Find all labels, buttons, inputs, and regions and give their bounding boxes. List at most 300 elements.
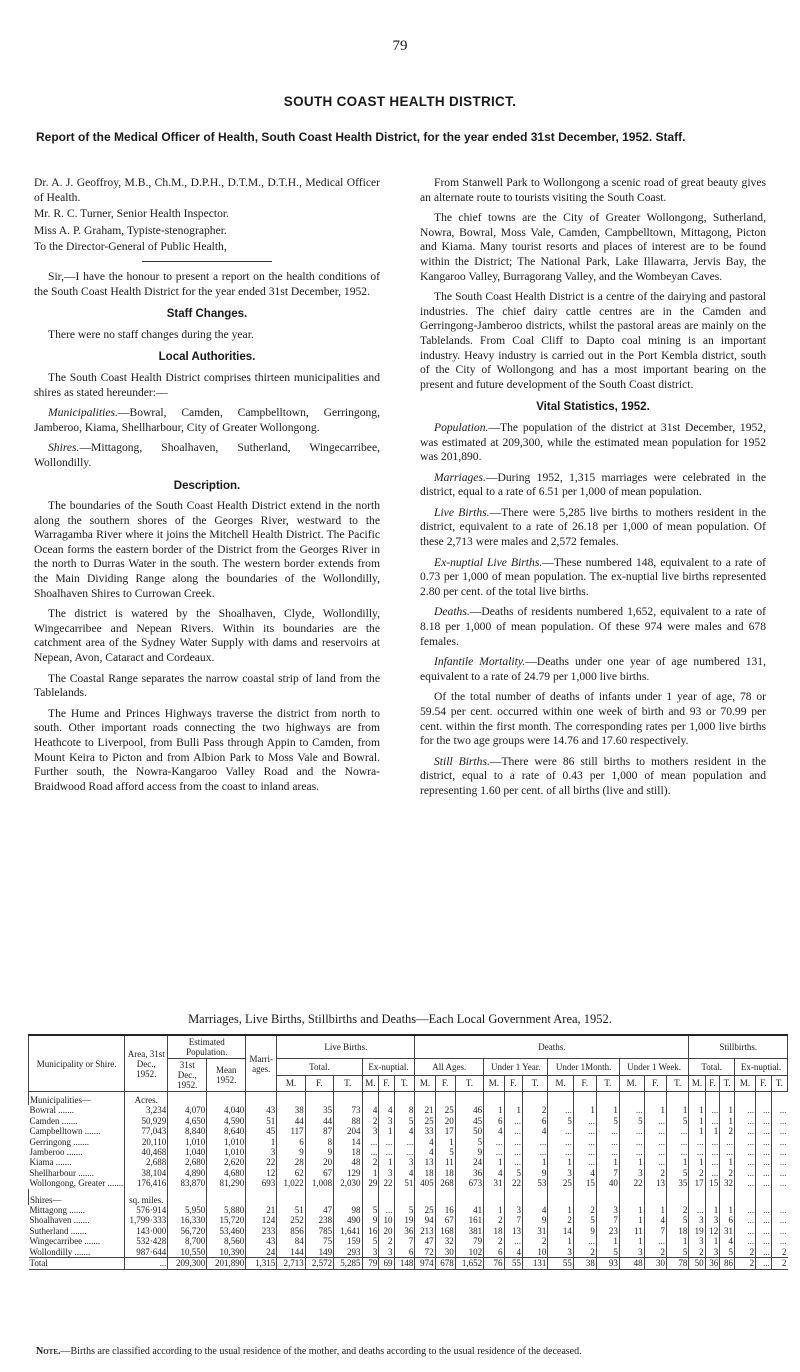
table-cell: 1 <box>705 1126 720 1136</box>
area-name: Mittagong ....... <box>29 1205 85 1216</box>
table-cell: 2 <box>644 1247 666 1258</box>
table-cell: 35 <box>305 1105 333 1115</box>
table-cell: 75 <box>305 1236 333 1246</box>
statistics-table <box>28 1034 788 1270</box>
table-cell: 51 <box>246 1116 277 1126</box>
table-cell: 31 <box>484 1178 504 1188</box>
table-cell: ... <box>667 1137 689 1147</box>
table-cell: 73 <box>334 1105 362 1115</box>
table-cell: 2,680 <box>168 1157 207 1167</box>
description-paragraph: The Coastal Range separates the narrow coastal strip of land from the Tablelands. <box>34 671 380 700</box>
table-row <box>29 1178 788 1188</box>
table-cell: 1 <box>548 1205 573 1215</box>
local-authorities-heading: Local Authorities. <box>158 351 256 364</box>
table-cell: 5 <box>667 1116 689 1126</box>
table-cell: 35 <box>667 1178 689 1188</box>
table-cell: 1 <box>720 1105 735 1115</box>
table-cell: ... <box>689 1137 705 1147</box>
col-t: T. <box>334 1075 362 1092</box>
municipalities-list: Municipalities.—Bowral, Camden, Campbelltown, Gerringong, Jamberoo, Kiama, Shellharbour, City of Greater Wollongong. <box>34 406 380 434</box>
col-t: T. <box>522 1075 547 1092</box>
table-cell: ... <box>756 1215 772 1225</box>
col-f: F. <box>756 1075 772 1092</box>
group-label: Municipalities— <box>29 1092 125 1106</box>
table-cell: ... <box>619 1147 644 1157</box>
table-cell: 1 <box>484 1157 504 1167</box>
table-cell: 9 <box>522 1168 547 1178</box>
table-cell: 1 <box>596 1236 619 1246</box>
table-cell: ... <box>771 1105 787 1115</box>
table-cell: 25 <box>548 1178 573 1188</box>
table-cell: ... <box>705 1116 720 1126</box>
table-cell: 16 <box>362 1226 379 1236</box>
table-cell: 21 <box>246 1205 277 1215</box>
table-cell: 50 <box>689 1258 705 1269</box>
table-cell: 4,680 <box>207 1168 246 1178</box>
table-cell: 2 <box>548 1215 573 1225</box>
table-cell: ... <box>771 1137 787 1147</box>
table-cell: 252 <box>277 1215 305 1225</box>
table-cell: 1 <box>667 1236 689 1246</box>
table-cell: 2 <box>573 1247 596 1258</box>
table-cell: 204 <box>334 1126 362 1136</box>
col-deaths: Deaths. <box>415 1035 689 1059</box>
table-cell: ... <box>644 1126 666 1136</box>
table-cell: 81,290 <box>207 1178 246 1188</box>
table-cell: 55 <box>548 1258 573 1269</box>
table-cell: 12 <box>246 1168 277 1178</box>
table-cell: 30 <box>435 1247 455 1258</box>
table-cell: 7 <box>596 1215 619 1225</box>
table-cell: 93 <box>596 1258 619 1269</box>
col-m: M. <box>689 1075 705 1092</box>
table-cell: 233 <box>246 1226 277 1236</box>
table-row <box>29 1205 788 1215</box>
table-cell: 43 <box>246 1236 277 1246</box>
col-area: Area, 31st Dec., 1952. <box>125 1035 168 1092</box>
table-cell: 2 <box>771 1258 787 1269</box>
table-cell: 45 <box>246 1126 277 1136</box>
table-row <box>29 1147 788 1157</box>
table-cell: 28 <box>277 1157 305 1167</box>
table-cell: ... <box>756 1236 772 1246</box>
table-cell: 3 <box>362 1126 379 1136</box>
col-lb-exnuptial: Ex-nuptial. <box>362 1059 415 1076</box>
table-cell: 9 <box>305 1147 333 1157</box>
table-cell: 23 <box>596 1226 619 1236</box>
table-cell: ... <box>734 1226 755 1236</box>
table-cell: 673 <box>455 1178 483 1188</box>
col-stillbirths: Stillbirths. <box>689 1035 788 1059</box>
table-cell: 8,560 <box>207 1236 246 1246</box>
table-cell: 25 <box>415 1116 435 1126</box>
table-cell: 2,688 <box>125 1157 168 1167</box>
table-cell: ... <box>734 1157 755 1167</box>
vital-paragraph: Population.—The population of the district at 31st December, 1952, was estimated at 209,300, while the estimated mean population for 1952 was 201,890. <box>420 420 766 464</box>
table-cell: 3 <box>705 1247 720 1258</box>
table-cell: 2 <box>689 1247 705 1258</box>
footnote: Note.—Births are classified according to the usual residence of the mother, and deaths according to the usual residence of the deceased. <box>36 1346 582 1357</box>
description-paragraph: The boundaries of the South Coast Health District extend in the north along the southern shores of the Georges River, westward to the Warragamba River where it joins the Mitchell Health District. The Pacific Ocean forms the eastern border of the District from the Georges River in the north to Durras Water in the south. The western border extends from the Main Dividing Range along the boundaries of the Wollondilly, Shoalhaven Shires to Currowan Creek. <box>34 499 380 600</box>
left-column <box>34 176 380 800</box>
table-cell: 8 <box>305 1137 333 1147</box>
table-cell: 11 <box>435 1157 455 1167</box>
table-cell: ... <box>362 1147 379 1157</box>
table-cell: 79 <box>362 1258 379 1269</box>
table-cell: 4 <box>484 1126 504 1136</box>
table-cell: ... <box>522 1137 547 1147</box>
table-cell: 36 <box>394 1226 415 1236</box>
area-name: Sutherland ....... <box>29 1225 87 1236</box>
table-cell: 4 <box>573 1168 596 1178</box>
col-f: F. <box>705 1075 720 1092</box>
vital-paragraph: Still Births.—There were 86 still births to mothers resident in the district, equal to a rate of 0.43 per 1,000 of mean population and representing 1.60 per cent. of all births (live and still). <box>420 754 766 797</box>
table-cell: ... <box>596 1126 619 1136</box>
table-cell: 3 <box>705 1215 720 1225</box>
table-cell: 1 <box>379 1126 394 1136</box>
table-cell: 1 <box>573 1105 596 1115</box>
table-cell: 5 <box>596 1247 619 1258</box>
table-cell: 48 <box>619 1258 644 1269</box>
table-cell: 4 <box>379 1105 394 1115</box>
table-cell: 1 <box>705 1236 720 1246</box>
table-cell: 10 <box>522 1247 547 1258</box>
table-cell: 2,713 <box>277 1258 305 1269</box>
table-cell: 4 <box>394 1168 415 1178</box>
table-cell: 5,285 <box>334 1258 362 1269</box>
table-cell: 13 <box>644 1178 666 1188</box>
table-cell: 8 <box>394 1105 415 1115</box>
area-name: Kiama ....... <box>29 1157 72 1168</box>
table-cell: 5,880 <box>207 1205 246 1215</box>
table-cell: ... <box>573 1137 596 1147</box>
table-cell: 86 <box>720 1258 735 1269</box>
group-label: Shires— <box>29 1195 125 1205</box>
table-cell: ... <box>734 1147 755 1157</box>
staff-line: Dr. A. J. Geoffroy, M.B., Ch.M., D.P.H., D.T.M., D.T.H., Medical Officer of Health. <box>34 176 380 204</box>
table-cell: 79 <box>455 1236 483 1246</box>
table-cell: 87 <box>305 1126 333 1136</box>
table-cell: 33 <box>415 1126 435 1136</box>
table-cell: 31 <box>720 1226 735 1236</box>
table-cell: 1 <box>504 1105 522 1115</box>
col-m: M. <box>362 1075 379 1092</box>
table-row <box>29 1126 788 1136</box>
table-cell: ... <box>394 1137 415 1147</box>
table-cell: ... <box>379 1205 394 1215</box>
table-cell: 102 <box>455 1247 483 1258</box>
table-cell: 5 <box>667 1168 689 1178</box>
table-cell: 1 <box>720 1205 735 1215</box>
table-cell: 5 <box>435 1147 455 1157</box>
area-name: Campbelltown ....... <box>29 1126 101 1137</box>
table-cell: 2 <box>362 1116 379 1126</box>
table-cell: 2 <box>734 1247 755 1258</box>
table-cell: 1 <box>644 1105 666 1115</box>
table-cell: ... <box>771 1236 787 1246</box>
table-cell: 2 <box>644 1168 666 1178</box>
table-cell: 4 <box>484 1168 504 1178</box>
description-paragraph: The Hume and Princes Highways traverse the district from north to south. Other important roads connecting the two highways are from Heathcote to Liverpool, from Bulli Pass through Appin to Camden, from Mount Keira to Picton and from Albion Park to Moss Vale and Bowral. Further south, the Nowra-Kangaroo Valley Road and the Nowra-Braidwood Road afford access from the coast to inland areas. <box>34 706 380 793</box>
table-cell: 8,840 <box>168 1126 207 1136</box>
table-cell: 3 <box>548 1247 573 1258</box>
staff-changes-heading: Staff Changes. <box>166 308 248 321</box>
table-cell: 25 <box>435 1105 455 1115</box>
table-cell: 10,550 <box>168 1247 207 1258</box>
table-cell: 381 <box>455 1226 483 1236</box>
col-t: T. <box>596 1075 619 1092</box>
col-f: F. <box>573 1075 596 1092</box>
col-marriages: Marri-ages. <box>246 1035 277 1092</box>
col-sb-exnuptial: Ex-nuptial. <box>734 1059 787 1076</box>
table-cell: 268 <box>435 1178 455 1188</box>
col-m: M. <box>734 1075 755 1092</box>
right-column <box>420 176 766 805</box>
table-cell: 20 <box>435 1116 455 1126</box>
table-cell: ... <box>734 1215 755 1225</box>
col-m: M. <box>415 1075 435 1092</box>
table-cell: 20 <box>379 1226 394 1236</box>
table-cell: ... <box>756 1105 772 1115</box>
table-cell: 67 <box>435 1215 455 1225</box>
col-f: F. <box>305 1075 333 1092</box>
table-cell: 293 <box>334 1247 362 1258</box>
intro-paragraph: Sir,—I have the honour to present a report on the health conditions of the South Coast Health District for the year ended 31st December, 1952. <box>34 269 380 298</box>
table-cell: 40,468 <box>125 1147 168 1157</box>
table-cell: 3 <box>504 1205 522 1215</box>
table-cell: 2 <box>484 1236 504 1246</box>
table-cell: 1 <box>720 1157 735 1167</box>
table-cell: 3 <box>689 1236 705 1246</box>
table-cell: 30 <box>644 1258 666 1269</box>
area-name: Wollondilly ....... <box>29 1246 91 1257</box>
local-authorities-text: The South Coast Health District comprises thirteen municipalities and shires as stated hereunder:— <box>34 370 380 399</box>
vital-paragraph: Infantile Mortality.—Deaths under one year of age numbered 131, equivalent to a rate of 24.79 per 1,000 live births. <box>420 655 766 683</box>
table-cell: 4,890 <box>168 1168 207 1178</box>
table-cell: 5 <box>573 1215 596 1225</box>
table-cell: 3 <box>596 1205 619 1215</box>
divider <box>142 261 272 262</box>
table-row <box>29 1226 788 1236</box>
table-cell: 77,043 <box>125 1126 168 1136</box>
table-cell: 17 <box>435 1126 455 1136</box>
table-cell: 238 <box>305 1215 333 1225</box>
vital-paragraph: Marriages.—During 1952, 1,315 marriages were celebrated in the district, equal to a rate of 6.51 per 1,000 of mean population. <box>420 470 766 499</box>
table-cell: 2,620 <box>207 1157 246 1167</box>
table-cell: 24 <box>455 1157 483 1167</box>
table-row <box>29 1168 788 1178</box>
table-cell: ... <box>504 1137 522 1147</box>
table-cell: 5 <box>455 1137 483 1147</box>
table-cell: 38 <box>277 1105 305 1115</box>
table-cell: 7 <box>596 1168 619 1178</box>
page-number: 79 <box>392 38 408 54</box>
table-cell: 88 <box>334 1116 362 1126</box>
table-cell: ... <box>504 1126 522 1136</box>
area-name: Shoalhaven ....... <box>29 1215 90 1226</box>
table-cell: ... <box>705 1137 720 1147</box>
table-cell: 1 <box>246 1137 277 1147</box>
table-cell: 15 <box>705 1178 720 1188</box>
table-cell: ... <box>689 1205 705 1215</box>
table-cell: 1 <box>644 1205 666 1215</box>
table-cell: 5 <box>596 1116 619 1126</box>
table-cell: 124 <box>246 1215 277 1225</box>
col-f: F. <box>379 1075 394 1092</box>
table-cell: 41 <box>455 1205 483 1215</box>
table-cell: 3 <box>619 1168 644 1178</box>
table-cell: 16,330 <box>168 1215 207 1225</box>
table-cell: 9 <box>522 1215 547 1225</box>
table-cell: 48 <box>334 1157 362 1167</box>
area-name: Total <box>29 1258 125 1269</box>
col-m: M. <box>484 1075 504 1092</box>
table-cell: 4 <box>522 1205 547 1215</box>
area-name: Gerringong ....... <box>29 1136 89 1147</box>
table-cell: ... <box>756 1126 772 1136</box>
table-cell: 20 <box>305 1157 333 1167</box>
table-cell: 176,416 <box>125 1178 168 1188</box>
table-cell: ... <box>644 1147 666 1157</box>
table-cell: 9 <box>362 1215 379 1225</box>
table-cell: 7 <box>504 1215 522 1225</box>
table-cell: 987·644 <box>125 1247 168 1258</box>
table-cell: 4 <box>504 1247 522 1258</box>
table-cell: 532·428 <box>125 1236 168 1246</box>
table-cell: 4 <box>522 1126 547 1136</box>
district-title: SOUTH COAST HEALTH DISTRICT. <box>283 94 517 109</box>
table-cell: 6 <box>394 1247 415 1258</box>
table-cell: 6 <box>720 1215 735 1225</box>
table-cell: 1 <box>484 1105 504 1115</box>
table-cell: 21 <box>415 1105 435 1115</box>
table-cell: 50 <box>455 1126 483 1136</box>
table-cell: 76 <box>484 1258 504 1269</box>
table-cell: 4 <box>415 1137 435 1147</box>
table-cell: ... <box>771 1147 787 1157</box>
table-cell: ... <box>756 1168 772 1178</box>
table-cell: 131 <box>522 1258 547 1269</box>
table-cell: ... <box>573 1236 596 1246</box>
table-cell: 4 <box>720 1236 735 1246</box>
table-cell: 2,030 <box>334 1178 362 1188</box>
area-name: Bowral ....... <box>29 1105 74 1116</box>
table-cell: 143·000 <box>125 1226 168 1236</box>
table-cell: 8,700 <box>168 1236 207 1246</box>
table-cell: 15,720 <box>207 1215 246 1225</box>
table-cell: ... <box>734 1105 755 1115</box>
table-cell: 3 <box>548 1168 573 1178</box>
table-cell: 678 <box>435 1258 455 1269</box>
table-cell: 5 <box>504 1168 522 1178</box>
total-row <box>29 1258 788 1269</box>
col-t: T. <box>455 1075 483 1092</box>
table-cell: 12 <box>705 1226 720 1236</box>
table-cell: 36 <box>705 1258 720 1269</box>
table-cell: ... <box>548 1126 573 1136</box>
table-cell: ... <box>756 1137 772 1147</box>
table-cell: 44 <box>305 1116 333 1126</box>
area-name: Wollongong, Greater ....... <box>29 1178 124 1189</box>
table-cell: 16 <box>435 1205 455 1215</box>
table-cell: 20,110 <box>125 1137 168 1147</box>
table-cell: 2 <box>522 1236 547 1246</box>
table-cell: 149 <box>305 1247 333 1258</box>
table-cell: 2,572 <box>305 1258 333 1269</box>
col-d-under-1-week: Under 1 Week. <box>619 1059 689 1076</box>
table-cell: ... <box>705 1157 720 1167</box>
table-cell: ... <box>705 1105 720 1115</box>
table-cell: ... <box>756 1116 772 1126</box>
col-t: T. <box>720 1075 735 1092</box>
table-cell: 5 <box>667 1215 689 1225</box>
vital-paragraph: Deaths.—Deaths of residents numbered 1,652, equivalent to a rate of 8.18 per 1,000 of mean population. Of these 974 were males and 678 females. <box>420 605 766 648</box>
table-cell: 94 <box>415 1215 435 1225</box>
table-cell: ... <box>771 1205 787 1215</box>
table-cell: 5 <box>667 1247 689 1258</box>
col-pop-31dec: 31st Dec., 1952. <box>168 1059 207 1092</box>
table-cell: 19 <box>394 1215 415 1225</box>
table-cell: ... <box>362 1137 379 1147</box>
col-live-births: Live Births. <box>277 1035 415 1059</box>
table-cell: 3 <box>379 1168 394 1178</box>
table-row <box>29 1215 788 1225</box>
table-cell: 2 <box>720 1126 735 1136</box>
vital-statistics-heading: Vital Statistics, 1952. <box>536 401 650 414</box>
table-cell: 56,720 <box>168 1226 207 1236</box>
table-cell: 2 <box>720 1168 735 1178</box>
table-cell: 213 <box>415 1226 435 1236</box>
table-cell: 168 <box>435 1226 455 1236</box>
table-row <box>29 1137 788 1147</box>
table-cell: 17 <box>689 1178 705 1188</box>
table-cell: 6 <box>522 1116 547 1126</box>
col-t: T. <box>394 1075 415 1092</box>
table-cell: 6 <box>277 1137 305 1147</box>
table-cell: 1 <box>548 1157 573 1167</box>
table-cell: 856 <box>277 1226 305 1236</box>
table-cell: 14 <box>548 1226 573 1236</box>
table-cell: 29 <box>362 1178 379 1188</box>
table-cell: ... <box>756 1147 772 1157</box>
table-cell: 3 <box>394 1157 415 1167</box>
table-cell: 67 <box>305 1168 333 1178</box>
table-cell: 4 <box>362 1105 379 1115</box>
table-cell: 6 <box>484 1247 504 1258</box>
table-cell: 25 <box>415 1205 435 1215</box>
table-cell: 4 <box>644 1215 666 1225</box>
table-cell: ... <box>734 1116 755 1126</box>
table-cell: 84 <box>277 1236 305 1246</box>
table-cell: 62 <box>277 1168 305 1178</box>
table-cell: 50,929 <box>125 1116 168 1126</box>
description-paragraph: The district is watered by the Shoalhaven, Clyde, Wollondilly, Wingecarribee and Nepean Rivers. Within its boundaries are the catchment area of the Sydney Water Supply with dams and reservoirs at Nepean, Avon, Cataract and Cordeaux. <box>34 607 380 665</box>
table-cell: ... <box>771 1168 787 1178</box>
table-cell: 98 <box>334 1205 362 1215</box>
table-cell: 1,799·333 <box>125 1215 168 1225</box>
table-cell: 148 <box>394 1258 415 1269</box>
table-cell: 144 <box>277 1247 305 1258</box>
table-cell: 14 <box>334 1137 362 1147</box>
table-cell: 19 <box>689 1226 705 1236</box>
table-cell: 78 <box>667 1258 689 1269</box>
table-cell: ... <box>734 1236 755 1246</box>
table-cell: 4,590 <box>207 1116 246 1126</box>
table-cell: 40 <box>596 1178 619 1188</box>
table-cell: ... <box>619 1137 644 1147</box>
table-cell: ... <box>619 1105 644 1115</box>
table-cell: ... <box>394 1147 415 1157</box>
